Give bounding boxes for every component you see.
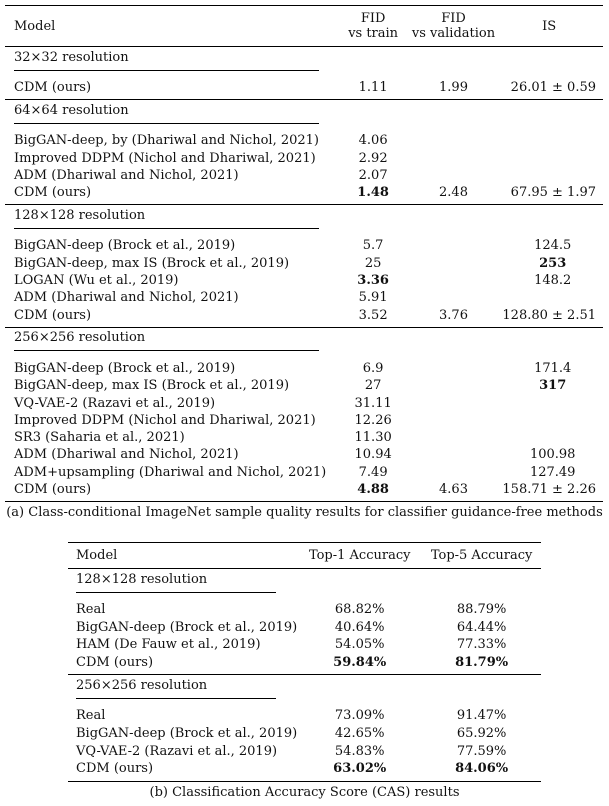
- section-title: 128×128 resolution: [76, 572, 276, 593]
- top5-value: 77.59%: [456, 743, 507, 759]
- fid-train-value: 4.06: [358, 133, 388, 149]
- model-name: HAM (De Fauw et al., 2019): [76, 637, 261, 653]
- caption-b: (b) Classification Accuracy Score (CAS) results: [149, 785, 460, 800]
- model-name: Real: [76, 708, 106, 724]
- top1-value: 42.65%: [334, 725, 385, 741]
- column-header-is: IS: [502, 6, 603, 47]
- is-value: 171.4: [534, 360, 572, 376]
- model-name: Real: [76, 602, 106, 617]
- section-title-cell: [68, 569, 541, 596]
- model-name: LOGAN (Wu et al., 2019): [14, 273, 179, 289]
- model-name: CDM (ours): [14, 80, 92, 95]
- table-header-row: [5, 6, 603, 47]
- table-row: [5, 167, 603, 184]
- fid-train-value: 3.52: [358, 307, 388, 323]
- fid-train-value: 7.49: [358, 464, 388, 480]
- section-row: [5, 327, 603, 354]
- model-name: ADM (Dhariwal and Nichol, 2021): [14, 167, 239, 183]
- fid-val-value: [405, 231, 503, 254]
- model-name: BigGAN-deep, max IS (Brock et al., 2019): [14, 378, 290, 394]
- top1-value: 73.09%: [334, 708, 385, 724]
- fid-val-value: [405, 395, 503, 412]
- cas-body: [68, 569, 541, 782]
- is-value: 253: [539, 255, 567, 271]
- column-header-fid-train: [342, 6, 405, 47]
- model-name: CDM (ours): [76, 761, 154, 777]
- fid-val-value: 2.48: [439, 185, 468, 201]
- column-header-fid-train-line1: FID: [360, 11, 386, 26]
- cas-table: [68, 542, 541, 782]
- fid-val-value: [405, 255, 503, 272]
- fid-train-value: 5.7: [362, 238, 384, 254]
- section-row: [5, 47, 603, 74]
- table-row: [5, 395, 603, 412]
- table-row: [68, 636, 541, 654]
- model-name: VQ-VAE-2 (Razavi et al., 2019): [76, 743, 278, 759]
- fid-val-value: 3.76: [439, 307, 468, 323]
- section-title-cell: [5, 327, 603, 354]
- fid-train-value: 2.92: [358, 150, 388, 166]
- fid-train-value: 4.88: [357, 482, 389, 498]
- fid-train-value: 5.91: [358, 290, 388, 306]
- fid-train-value: 25: [364, 255, 382, 271]
- section-row: [68, 675, 541, 702]
- is-value: [502, 412, 603, 429]
- model-name: BigGAN-deep (Brock et al., 2019): [76, 619, 298, 635]
- top5-value: 84.06%: [455, 761, 509, 777]
- table-row: [68, 743, 541, 761]
- top5-value: 64.44%: [456, 619, 507, 635]
- fid-train-value: 10.94: [354, 447, 392, 463]
- fid-val-value: [405, 354, 503, 377]
- table-row: [5, 307, 603, 328]
- table-row: [5, 446, 603, 463]
- table-row: [5, 429, 603, 446]
- table-row: [5, 255, 603, 272]
- is-value: 124.5: [534, 238, 572, 254]
- model-name: CDM (ours): [14, 185, 92, 201]
- is-value: 67.95 ± 1.97: [510, 185, 596, 201]
- table-row: [68, 654, 541, 675]
- table-row: [5, 481, 603, 502]
- section-title: 64×64 resolution: [14, 103, 319, 124]
- model-name: CDM (ours): [76, 654, 154, 670]
- model-name: BigGAN-deep (Brock et al., 2019): [14, 238, 236, 254]
- is-value: 317: [539, 378, 567, 394]
- table-row: [5, 464, 603, 481]
- section-row: [5, 100, 603, 127]
- fid-val-value: 1.99: [439, 80, 468, 95]
- is-value: 128.80 ± 2.51: [502, 307, 596, 323]
- fid-train-value: 3.36: [357, 273, 389, 289]
- top5-value: 91.47%: [456, 708, 507, 724]
- fid-val-value: [405, 289, 503, 306]
- model-name: ADM (Dhariwal and Nichol, 2021): [14, 290, 239, 306]
- table-row: [5, 289, 603, 306]
- table-header-row: [68, 543, 541, 569]
- model-name: BigGAN-deep (Brock et al., 2019): [76, 725, 298, 741]
- section-row: [68, 569, 541, 596]
- model-name: ADM (Dhariwal and Nichol, 2021): [14, 447, 239, 463]
- top1-value: 40.64%: [334, 619, 385, 635]
- fid-val-value: [405, 446, 503, 463]
- table-row: [5, 272, 603, 289]
- model-name: CDM (ours): [14, 482, 92, 498]
- is-value: [502, 395, 603, 412]
- section-title: 128×128 resolution: [14, 208, 319, 229]
- sample-quality-table: [5, 5, 603, 502]
- fid-val-value: [405, 377, 503, 394]
- is-value: [502, 289, 603, 306]
- fid-val-value: [405, 429, 503, 446]
- fid-train-value: 11.30: [354, 430, 392, 446]
- top1-value: 68.82%: [334, 602, 385, 617]
- is-value: 148.2: [534, 273, 572, 289]
- model-name: CDM (ours): [14, 307, 92, 323]
- section-title-cell: [5, 100, 603, 127]
- table-row: [5, 231, 603, 254]
- table-row: [5, 150, 603, 167]
- fid-train-value: 31.11: [354, 395, 392, 411]
- top5-value: 88.79%: [456, 602, 507, 617]
- top1-value: 59.84%: [333, 654, 387, 670]
- table-row: [68, 725, 541, 743]
- table-row: [5, 412, 603, 429]
- section-title: 32×32 resolution: [14, 50, 319, 71]
- fid-val-value: [405, 126, 503, 149]
- table-row: [5, 126, 603, 149]
- fid-train-value: 12.26: [354, 412, 392, 428]
- model-name: BigGAN-deep, max IS (Brock et al., 2019): [14, 255, 290, 271]
- section-title: 256×256 resolution: [14, 330, 319, 351]
- model-name: SR3 (Saharia et al., 2021): [14, 430, 185, 446]
- is-value: 100.98: [529, 447, 576, 463]
- column-header-top1: Top-1 Accuracy: [297, 543, 422, 569]
- table-row: [5, 354, 603, 377]
- is-value: [502, 429, 603, 446]
- fid-train-value: 6.9: [362, 360, 384, 376]
- fid-val-value: [405, 150, 503, 167]
- model-name: Improved DDPM (Nichol and Dhariwal, 2021): [14, 150, 316, 166]
- model-name: ADM+upsampling (Dhariwal and Nichol, 2021): [14, 464, 327, 480]
- fid-val-value: [405, 272, 503, 289]
- top5-value: 77.33%: [456, 637, 507, 653]
- fid-val-value: [405, 464, 503, 481]
- top5-value: 81.79%: [455, 654, 509, 670]
- is-value: [502, 126, 603, 149]
- is-value: 26.01 ± 0.59: [510, 80, 596, 95]
- top1-value: 54.83%: [334, 743, 385, 759]
- fid-val-value: 4.63: [439, 482, 468, 498]
- is-value: [502, 150, 603, 167]
- top1-value: 63.02%: [333, 761, 387, 777]
- section-title-cell: [5, 47, 603, 74]
- top1-value: 54.05%: [334, 637, 385, 653]
- table-row: [5, 73, 603, 100]
- column-header-model: Model: [68, 543, 297, 569]
- column-header-fid-val: [405, 6, 503, 47]
- fid-train-value: 1.11: [358, 80, 388, 95]
- fid-train-value: 1.48: [357, 185, 389, 201]
- fid-train-value: 27: [364, 378, 382, 394]
- model-name: VQ-VAE-2 (Razavi et al., 2019): [14, 395, 216, 411]
- column-header-model: Model: [5, 6, 342, 47]
- model-name: Improved DDPM (Nichol and Dhariwal, 2021): [14, 412, 316, 428]
- fid-val-value: [405, 167, 503, 184]
- fid-val-value: [405, 412, 503, 429]
- caption-a: (a) Class-conditional ImageNet sample quality results for classifier guidance-free methods: [6, 505, 603, 520]
- is-value: 127.49: [529, 464, 576, 480]
- column-header-top5: Top-5 Accuracy: [422, 543, 541, 569]
- sample-quality-body: [5, 47, 603, 502]
- column-header-fid-train-line2: vs train: [348, 26, 399, 41]
- table-row: [5, 377, 603, 394]
- column-header-fid-val-line2: vs validation: [411, 26, 496, 41]
- section-row: [5, 205, 603, 232]
- section-title-cell: [5, 205, 603, 232]
- model-name: BigGAN-deep, by (Dhariwal and Nichol, 2021): [14, 133, 319, 149]
- model-name: BigGAN-deep (Brock et al., 2019): [14, 360, 236, 376]
- fid-train-value: 2.07: [358, 167, 388, 183]
- table-row: [68, 760, 541, 781]
- table-row: [68, 595, 541, 619]
- table-row: [68, 619, 541, 637]
- is-value: [502, 167, 603, 184]
- table-row: [68, 701, 541, 725]
- top5-value: 65.92%: [456, 725, 507, 741]
- section-title: 256×256 resolution: [76, 678, 276, 699]
- section-title-cell: [68, 675, 541, 702]
- table-row: [5, 184, 603, 205]
- is-value: 158.71 ± 2.26: [502, 482, 596, 498]
- column-header-fid-val-line1: FID: [441, 11, 466, 26]
